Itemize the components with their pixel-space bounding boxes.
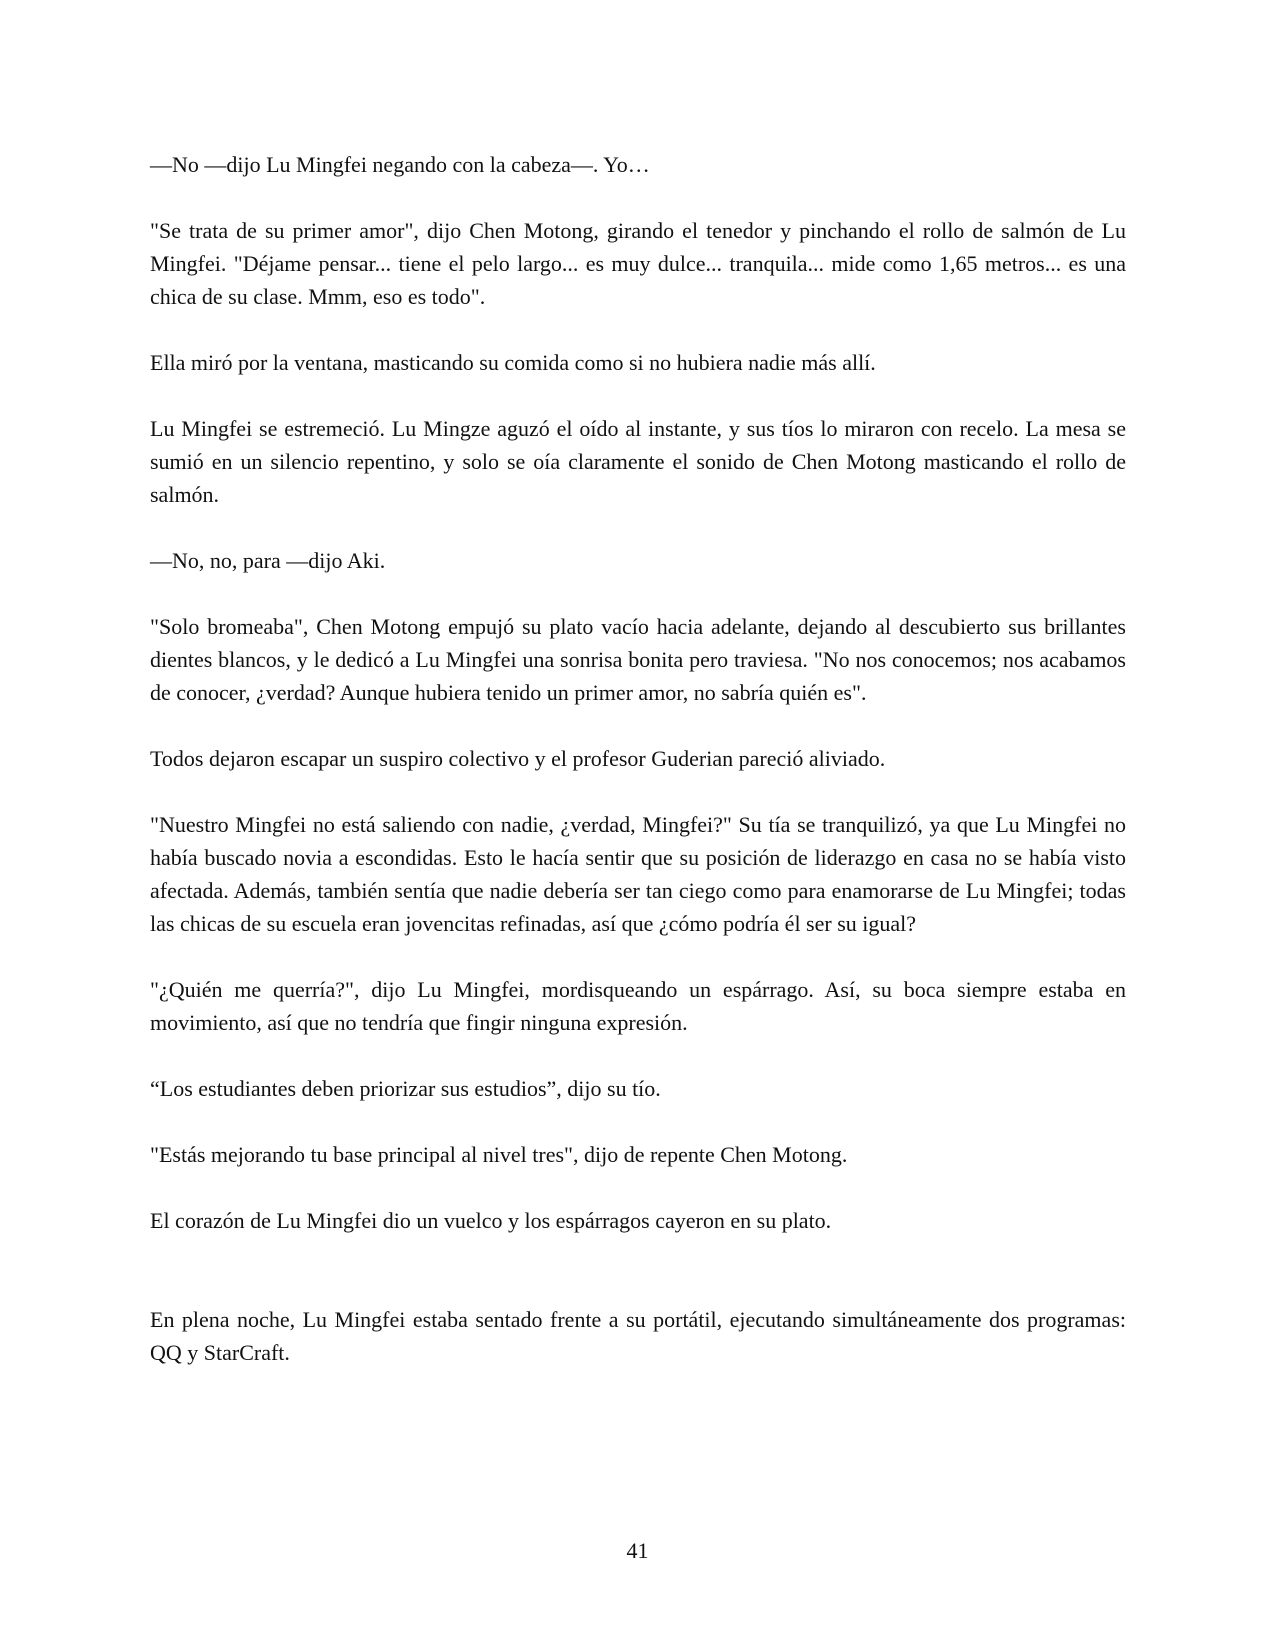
paragraph: Todos dejaron escapar un suspiro colectivo y el profesor Guderian pareció aliviado. — [150, 746, 886, 771]
paragraph: —No, no, para —dijo Aki. — [150, 548, 386, 573]
body-text — [150, 148, 1126, 1402]
paragraph: Lu Mingfei se estremeció. Lu Mingze aguzó el oído al instante, y sus tíos lo miraron con recelo. La mesa se sumió en un silencio repentino, y solo se oía claramente el sonido de Chen Motong masticando el rollo de salmón. — [150, 416, 1126, 507]
paragraph: —No —dijo Lu Mingfei negando con la cabeza—. Yo… — [150, 152, 650, 177]
paragraph: Ella miró por la ventana, masticando su comida como si no hubiera nadie más allí. — [150, 350, 876, 375]
paragraph: "Solo bromeaba", Chen Motong empujó su plato vacío hacia adelante, dejando al descubierto sus brillantes dientes blancos, y le dedicó a Lu Mingfei una sonrisa bonita pero traviesa. "No nos conocemos; nos acabamos de conocer, ¿verdad? Aunque hubiera tenido un primer amor, no sabría quién es". — [150, 614, 1126, 705]
paragraph: "Se trata de su primer amor", dijo Chen Motong, girando el tenedor y pinchando el rollo de salmón de Lu Mingfei. "Déjame pensar... tiene el pelo largo... es muy dulce... tranquila... mide como 1,65 metros... es una chica de su clase. Mmm, eso es todo". — [150, 218, 1126, 309]
paragraph: El corazón de Lu Mingfei dio un vuelco y los espárragos cayeron en su plato. — [150, 1208, 832, 1233]
paragraph: “Los estudiantes deben priorizar sus estudios”, dijo su tío. — [150, 1076, 661, 1101]
paragraph-scene-break: En plena noche, Lu Mingfei estaba sentado frente a su portátil, ejecutando simultáneamente dos programas: QQ y StarCraft. — [150, 1307, 1126, 1365]
paragraph: "¿Quién me querría?", dijo Lu Mingfei, mordisqueando un espárrago. Así, su boca siempre estaba en movimiento, así que no tendría que fingir ninguna expresión. — [150, 977, 1126, 1035]
paragraph: "Nuestro Mingfei no está saliendo con nadie, ¿verdad, Mingfei?" Su tía se tranquilizó, ya que Lu Mingfei no había buscado novia a escondidas. Esto le hacía sentir que su posición de liderazgo en casa no se había visto afectada. Además, también sentía que nadie debería ser tan ciego como para enamorarse de Lu Mingfei; todas las chicas de su escuela eran jovencitas refinadas, así que ¿cómo podría él ser su igual? — [150, 812, 1126, 936]
paragraph: "Estás mejorando tu base principal al nivel tres", dijo de repente Chen Motong. — [150, 1142, 848, 1167]
page-number: 41 — [626, 1538, 649, 1563]
